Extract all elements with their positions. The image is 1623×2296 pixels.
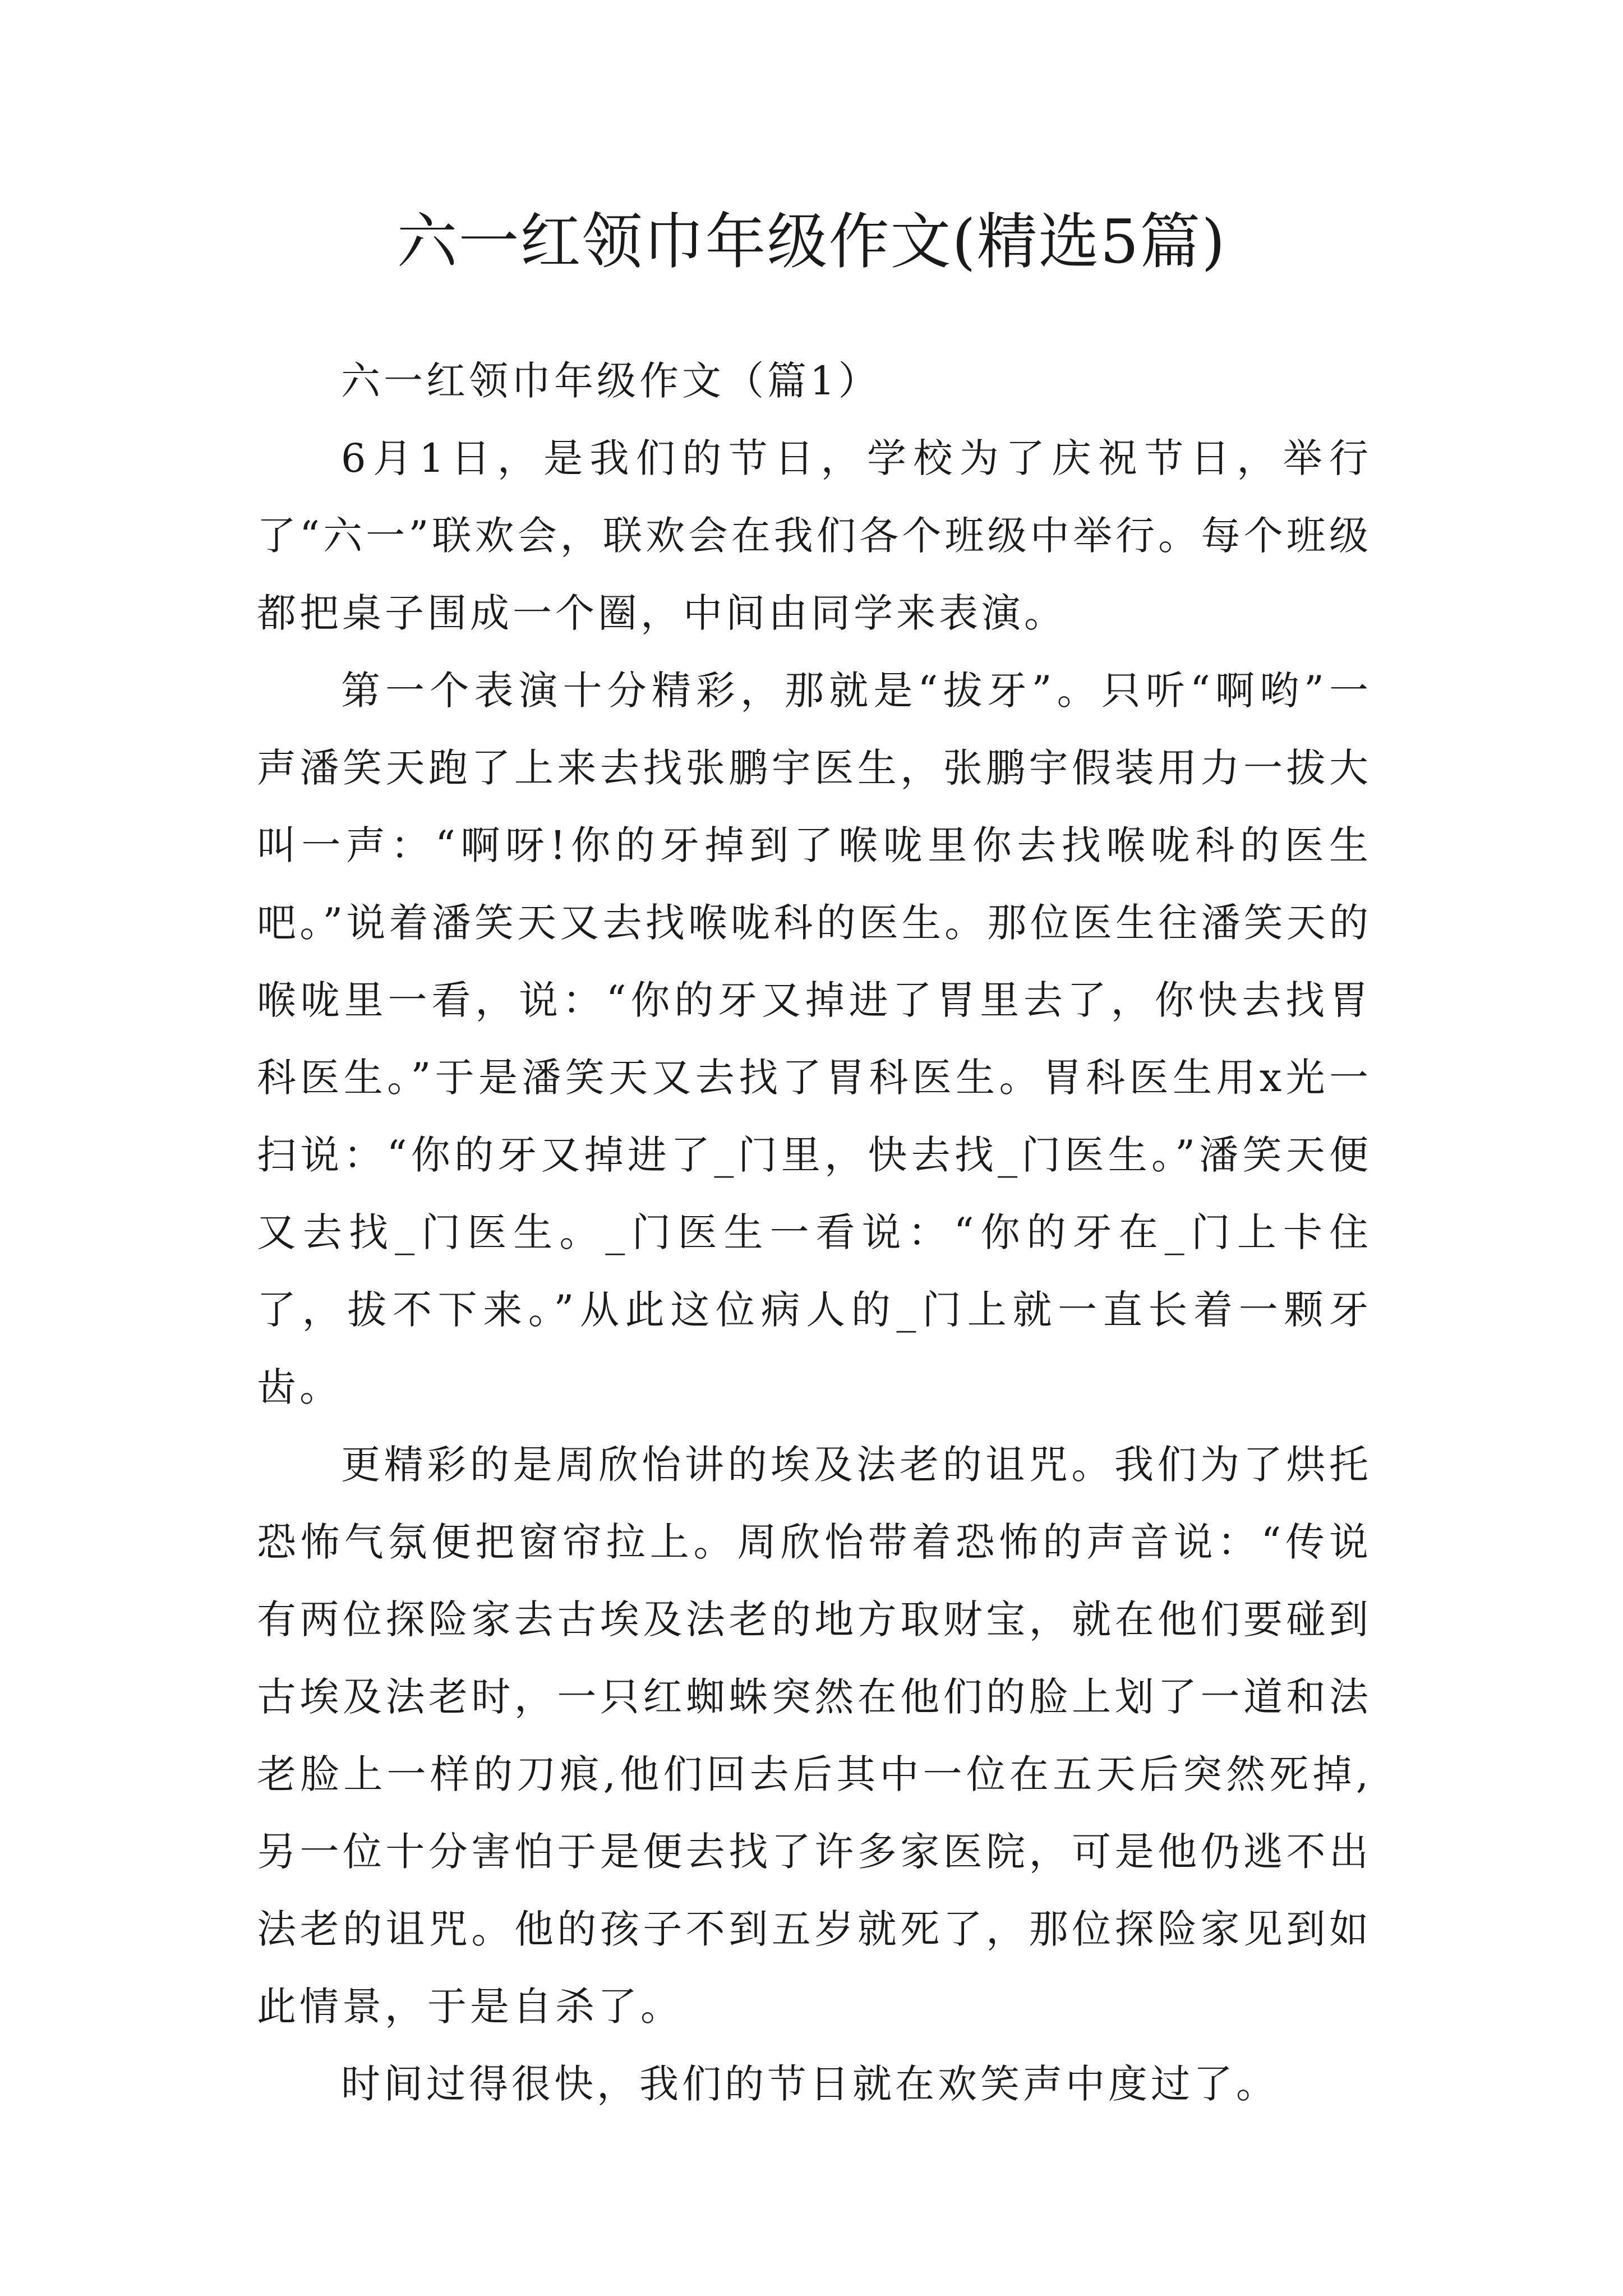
paragraph-3: 更精彩的是周欣怡讲的埃及法老的诅咒。我们为了烘托恐怖气氛便把窗帘拉上。周欣怡带着恐怖的声音说：“传说有两位探险家去古埃及法老的地方取财宝，就在他们要碰到古埃及法老时，一只红蜘蛛突然在他们的脸上划了一道和法老脸上一样的刀痕,他们回去后其中一位在五天后突然死掉,另一位十分害怕于是便去找了许多家医院，可是他仍逃不出法老的诅咒。他的孩子不到五岁就死了，那位探险家见到如此情景，于是自杀了。 bbox=[257, 1442, 1372, 2030]
paragraph-2: 第一个表演十分精彩，那就是“拔牙”。只听“啊哟”一声潘笑天跑了上来去找张鹏宇医生，张鹏宇假装用力一拔大叫一声：“啊呀!你的牙掉到了喉咙里你去找喉咙科的医生吧。”说着潘笑天又去找喉咙科的医生。那位医生往潘笑天的喉咙里一看，说：“你的牙又掉进了胃里去了，你快去找胃科医生。”于是潘笑天又去找了胃科医生。胃科医生用x光一扫说：“你的牙又掉进了_门里，快去找_门医生。”潘笑天便又去找_门医生。_门医生一看说：“你的牙在_门上卡住了，拔不下来。”从此这位病人的_门上就一直长着一颗牙齿。 bbox=[257, 668, 1372, 1410]
paragraph-1: 6月1日，是我们的节日，学校为了庆祝节日，举行了“六一”联欢会，联欢会在我们各个班级中举行。每个班级都把桌子围成一个圈，中间由同学来表演。 bbox=[257, 435, 1372, 636]
section-title: 六一红领巾年级作文（篇1） bbox=[341, 358, 881, 404]
document-body bbox=[257, 342, 1372, 2123]
paragraph-4: 时间过得很快，我们的节日就在欢笑声中度过了。 bbox=[341, 2061, 1279, 2107]
document-title: 六一红领巾年级作文(精选5篇) bbox=[396, 207, 1227, 277]
